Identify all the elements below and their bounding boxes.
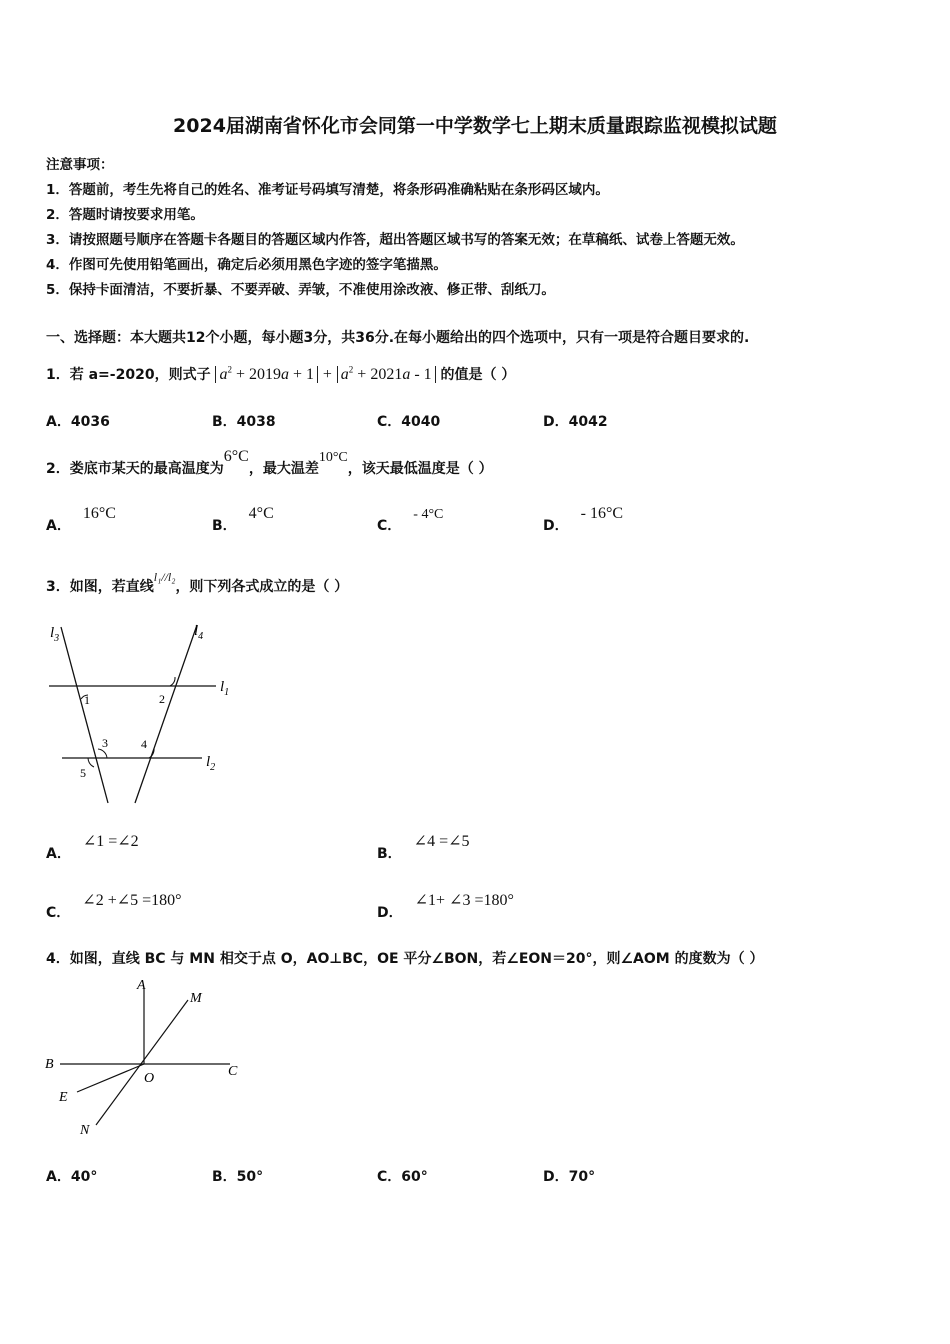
line-l4 <box>135 625 197 803</box>
q2-option-d: D．- 16°C <box>543 505 624 534</box>
label-angle-3: 3 <box>102 736 108 750</box>
q3-option-b: B．∠4 =∠5 <box>377 833 470 862</box>
label-n: N <box>80 1123 90 1138</box>
notice-item-4: 4．作图可先使用铅笔画出，确定后必须用黑色字迹的签字笔描黑。 <box>46 257 447 273</box>
q4-figure <box>40 975 250 1140</box>
q3-option-d: D．∠1+ ∠3 =180° <box>377 892 514 921</box>
line-mn <box>96 1000 188 1125</box>
q1-abs-2: $a^2 + 2021a - 1$ <box>337 366 436 383</box>
q3-figure <box>44 615 244 810</box>
label-angle-4: 4 <box>141 737 147 751</box>
q1-option-c: C．4040 <box>377 414 441 430</box>
q4-option-b: B．50° <box>212 1169 264 1185</box>
q1-option-a: A．4036 <box>46 414 110 430</box>
label-angle-5: 5 <box>80 766 86 780</box>
label-angle-1: 1 <box>84 693 90 707</box>
arc-2 <box>170 677 175 686</box>
q2-temp-diff: 10°C <box>318 450 348 465</box>
q3-option-c: C．∠2 +∠5 =180° <box>46 892 182 921</box>
label-angle-2: 2 <box>159 692 165 706</box>
notice-item-2: 2．答题时请按要求用笔。 <box>46 207 204 223</box>
q2-option-c: C．- 4°C <box>377 507 444 534</box>
q4-option-a: A．40° <box>46 1169 98 1185</box>
q2-option-b: B．4°C <box>212 505 274 534</box>
label-e: E <box>59 1090 68 1105</box>
q1-plus: + <box>322 366 332 383</box>
arc-3 <box>98 749 107 758</box>
question-3: 3．如图，若直线l₁//l₂，则下列各式成立的是（ ） <box>46 570 349 595</box>
arc-5 <box>88 758 94 767</box>
label-c: C <box>228 1064 238 1079</box>
ray-oe <box>77 1064 144 1092</box>
q3-option-a: A．∠1 =∠2 <box>46 833 139 862</box>
notice-item-3: 3．请按照题号顺序在答题卡各题目的答题区域内作答，超出答题区域书写的答案无效；在草稿纸、试卷上答题无效。 <box>46 232 744 248</box>
label-l3: $l_3$ <box>50 625 60 644</box>
notice-item-1: 1．答题前，考生先将自己的姓名、准考证号码填写清楚，将条形码准确粘贴在条形码区域内。 <box>46 182 609 198</box>
q3-condition: l₁//l₂ <box>153 570 176 584</box>
label-a: A <box>137 978 146 993</box>
question-2: 2．娄底市某天的最高温度为6°C，最大温差10°C，该天最低温度是（ ） <box>46 448 493 477</box>
q1-prefix: 1．若 a=-2020，则式子 <box>46 367 211 383</box>
q2-max-temp: 6°C <box>223 448 249 465</box>
q4-option-c: C．60° <box>377 1169 428 1185</box>
label-b: B <box>45 1057 54 1072</box>
q2-option-a: A．16°C <box>46 505 116 534</box>
notice-heading: 注意事项： <box>46 157 114 173</box>
q1-option-d: D．4042 <box>543 414 608 430</box>
question-4: 4．如图，直线 BC 与 MN 相交于点 O，AO⊥BC，OE 平分∠BON，若∠EON＝20°，则∠AOM 的度数为（ ） <box>46 951 764 967</box>
q1-abs-1: $a^2 + 2019a + 1$ <box>215 366 318 383</box>
question-1 <box>46 364 515 384</box>
q1-suffix: 的值是（ ） <box>440 367 516 383</box>
label-m: M <box>190 991 202 1006</box>
label-l1: $l_1$ <box>220 679 230 698</box>
label-l2: $l_2$ <box>206 754 216 773</box>
notice-item-5: 5．保持卡面清洁，不要折暴、不要弄破、弄皱，不准使用涂改液、修正带、刮纸刀。 <box>46 282 555 298</box>
q1-option-b: B．4038 <box>212 414 276 430</box>
label-o: O <box>144 1071 155 1086</box>
label-l4: $l_4$ <box>194 623 204 642</box>
section-heading: 一、选择题：本大题共12个小题，每小题3分，共36分.在每小题给出的四个选项中，只有一项是符合题目要求的. <box>46 330 750 346</box>
q4-option-d: D．70° <box>543 1169 596 1185</box>
page-title: 2024届湖南省怀化市会同第一中学数学七上期末质量跟踪监视模拟试题 <box>173 115 777 137</box>
